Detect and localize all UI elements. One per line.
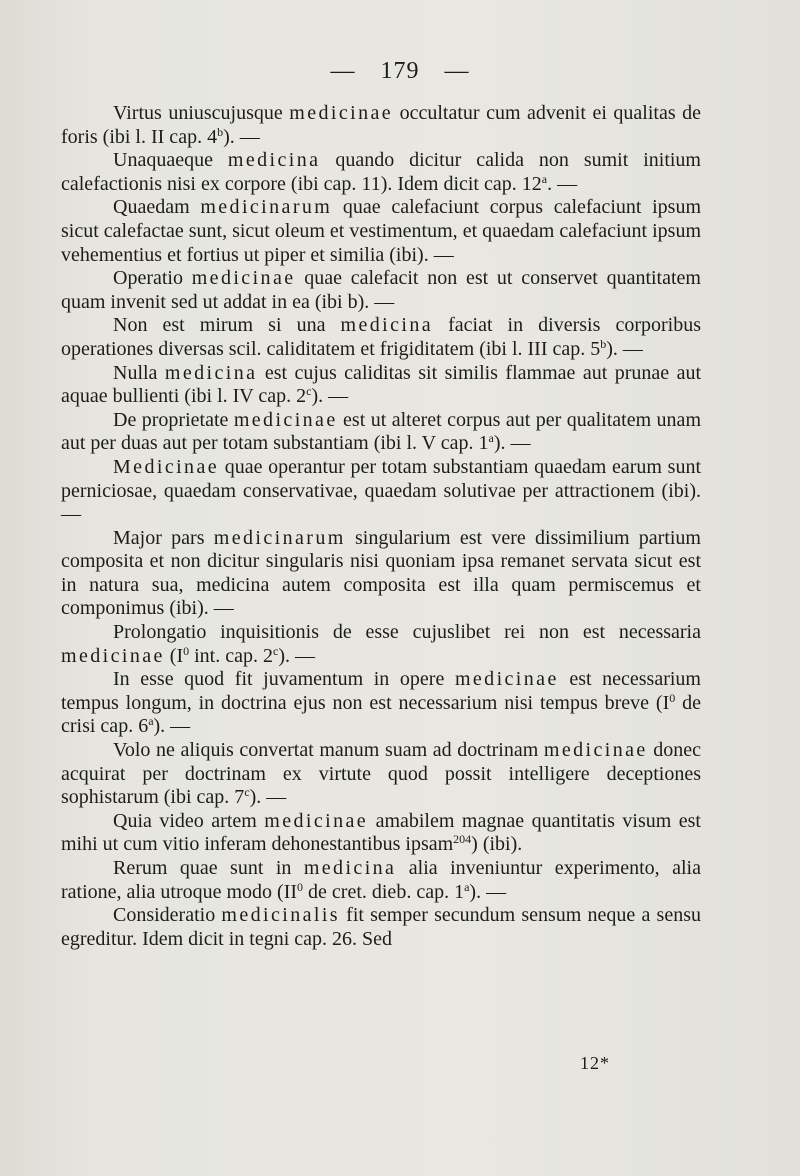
text-run: ). — — [153, 715, 191, 738]
paragraph — [61, 739, 701, 810]
paragraph — [61, 810, 701, 857]
spaced-keyword: medicina — [303, 857, 397, 879]
superscript: b — [217, 124, 224, 139]
text-run: . — — [547, 172, 578, 195]
paragraph — [61, 456, 701, 527]
superscript: c — [272, 643, 279, 658]
signature-mark: 12* — [580, 1053, 610, 1073]
text-run: ). — — [278, 644, 315, 667]
superscript: a — [148, 714, 154, 729]
text-run: ). — — [606, 337, 643, 360]
text-run: Major pars — [113, 526, 214, 549]
text-run: Quaedam — [113, 196, 201, 219]
text-run: ). — — [223, 125, 260, 148]
text-run: quae calefaciunt corpus calefaciunt ipsum sicut calefactae sunt, sicut oleum et vestimentum, et quaedam calefaciunt ipsum vehementius et fortius ut piper et similia (ibi). — — [61, 196, 701, 266]
spaced-keyword: medicinalis — [221, 904, 340, 927]
text-run: ). — — [469, 880, 507, 903]
text-run: quae operantur per totam substantiam quaedam earum sunt perniciosae, quaedam conservativae, quaedam solutivae per attractionem (ibi). — — [61, 455, 701, 526]
text-run: fit semper secundum sensum neque a sensu egreditur. Idem dicit in tegni cap. 26. Sed — [61, 904, 701, 950]
text-run: Quia video artem — [113, 809, 265, 832]
paragraph — [61, 409, 701, 456]
text-run: int. cap. 2 — [189, 644, 273, 667]
spaced-keyword: medicinarum — [213, 526, 346, 549]
text-run: est cujus caliditas sit similis flammae aut prunae aut aquae bullienti (ibi l. IV cap. 2 — [61, 361, 702, 408]
text-run: faciat in diversis corporibus operationes diversas scil. caliditatem et frigiditatem (ibi l. III cap. 5 — [61, 314, 701, 360]
spaced-keyword: medicinae — [289, 102, 394, 124]
page-number: 179 — [380, 58, 420, 84]
body-text — [61, 102, 701, 951]
paragraph — [61, 904, 701, 951]
text-run: In esse quod fit juvamentum in opere — [113, 668, 455, 691]
text-run: donec acquirat per doctrinam ex virtute quod possit intelligere deceptiones sophistarum (ibi cap. 7 — [61, 739, 701, 809]
spaced-keyword: medicinae — [191, 267, 296, 290]
text-run: Non est mirum si una — [113, 314, 341, 337]
spaced-keyword: medicinarum — [200, 196, 333, 219]
superscript: a — [464, 879, 470, 894]
paragraph — [61, 314, 701, 361]
text-run: est necessarium tempus longum, in doctrina ejus non est necessarium nisi tempus breve (I — [61, 668, 701, 714]
text-run: ). — — [493, 432, 531, 455]
text-run: Prolongatio inquisitionis de esse cujuslibet rei non est necessaria — [113, 621, 701, 644]
paragraph — [61, 621, 701, 668]
superscript: 0 — [183, 643, 190, 658]
text-run: quando dicitur calida non sumit initium calefactionis nisi ex corpore (ibi cap. 11). Idem dicit cap. 12 — [61, 149, 701, 195]
text-run: ) (ibi). — [471, 833, 523, 856]
spaced-keyword: medicina — [227, 149, 321, 172]
spaced-keyword: Medicinae — [113, 455, 220, 478]
spaced-keyword: medicina — [340, 314, 434, 337]
text-run: (I — [164, 644, 184, 667]
spaced-keyword: medicinae — [233, 408, 338, 431]
text-run: Volo ne aliquis convertat manum suam ad doctrinam — [113, 739, 544, 762]
paragraph — [61, 362, 701, 409]
spaced-keyword: medicinae — [543, 739, 648, 762]
superscript: b — [600, 336, 607, 351]
superscript: a — [488, 431, 494, 446]
superscript: 0 — [669, 690, 676, 705]
page-header — [0, 58, 800, 85]
text-run: De proprietate — [113, 408, 234, 431]
superscript: 204 — [453, 832, 472, 847]
header-dash-left: — — [330, 58, 356, 84]
paragraph — [61, 149, 701, 196]
text-run: Nulla — [113, 361, 165, 384]
text-run: ). — — [311, 385, 349, 408]
text-run: Operatio — [113, 267, 192, 290]
paragraph — [61, 102, 701, 149]
text-run: alia inveniuntur experimento, alia ratione, alia utroque modo (II — [61, 857, 701, 903]
text-run: Consideratio — [113, 904, 222, 927]
spaced-keyword: medicinae — [454, 668, 559, 691]
paragraph — [61, 267, 701, 314]
spaced-keyword: medicina — [164, 361, 258, 384]
paragraph — [61, 527, 701, 621]
text-run: quae calefacit non est ut conservet quantitatem quam invenit sed ut addat in ea (ibi b). — — [61, 267, 701, 313]
text-run: occultatur cum advenit ei qualitas de foris (ibi l. II cap. 4 — [61, 102, 702, 148]
paragraph — [61, 668, 701, 739]
text-run: est ut alteret corpus aut per qualitatem unam aut per duas aut per totam substantiam (ibi l. V cap. 1 — [61, 408, 701, 455]
superscript: a — [541, 171, 548, 186]
text-run: de crisi cap. 6 — [61, 691, 701, 738]
text-run: Virtus uniuscujusque — [113, 102, 290, 124]
superscript: 0 — [297, 879, 304, 894]
text-run: Rerum quae sunt in — [113, 857, 304, 879]
text-run: Unaquaeque — [113, 149, 228, 172]
spaced-keyword: medicinae — [61, 644, 165, 667]
text-run: amabilem magnae quantitatis visum est mihi ut cum vitio inferam dehonestantibus ipsam — [61, 809, 701, 856]
header-dash-right: — — [444, 58, 470, 84]
text-run: singularium est vere dissimilium partium composita et non dicitur singularis nisi quoniam ipsa remanet servata sicut est in natura sua, medicina autem composita est illa quam permiscemus et componimus (ibi). — — [61, 526, 701, 620]
text-run: ). — — [249, 786, 287, 809]
text-run: de cret. dieb. cap. 1 — [303, 880, 465, 903]
spaced-keyword: medicinae — [264, 809, 369, 832]
paragraph — [61, 857, 701, 904]
superscript: c — [306, 384, 312, 399]
superscript: c — [244, 785, 250, 800]
paragraph — [61, 196, 701, 267]
